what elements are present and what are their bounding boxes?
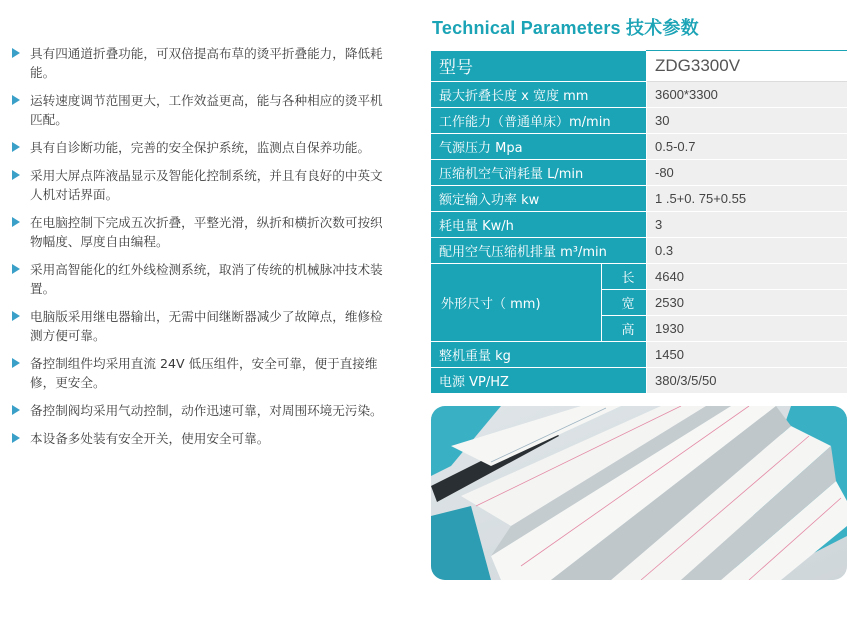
feature-item xyxy=(12,401,392,420)
feature-item xyxy=(12,354,392,392)
param-value: 0.3 xyxy=(647,238,848,264)
param-label: 耗电量 Kw/h xyxy=(431,212,647,238)
param-label: 电源 VP/HZ xyxy=(431,368,647,394)
param-label: 额定输入功率 kw xyxy=(431,186,647,212)
tech-params-title: Technical Parameters 技术参数 xyxy=(432,18,699,38)
machine-belts-illustration xyxy=(431,406,847,580)
model-label: 型号 xyxy=(431,51,647,82)
machine-belts-photo xyxy=(431,406,847,580)
triangle-bullet-icon xyxy=(12,170,20,180)
feature-text: 电脑版采用继电器输出，无需中间继断器减少了故障点，维修检测方便可靠。 xyxy=(30,309,383,343)
param-label: 整机重量 kg xyxy=(431,342,647,368)
param-label: 配用空气压缩机排量 m³/min xyxy=(431,238,647,264)
tech-params-table xyxy=(431,50,847,394)
feature-item xyxy=(12,429,392,448)
triangle-bullet-icon xyxy=(12,264,20,274)
feature-item xyxy=(12,44,392,82)
feature-text: 运转速度调节范围更大，工作效益更高，能与各种相应的烫平机匹配。 xyxy=(30,93,383,127)
table-row xyxy=(431,186,847,212)
param-value: -80 xyxy=(647,160,848,186)
triangle-bullet-icon xyxy=(12,48,20,58)
param-label: 压缩机空气消耗量 L/min xyxy=(431,160,647,186)
triangle-bullet-icon xyxy=(12,358,20,368)
triangle-bullet-icon xyxy=(12,405,20,415)
feature-item xyxy=(12,260,392,298)
feature-text: 备控制阀均采用气动控制，动作迅速可靠，对周围环境无污染。 xyxy=(30,403,383,418)
dimension-value: 2530 xyxy=(647,290,848,316)
feature-text: 具有四通道折叠功能，可双倍提高布草的烫平折叠能力，降低耗能。 xyxy=(30,46,383,80)
param-value: 1 .5+0. 75+0.55 xyxy=(647,186,848,212)
dimension-sub-label: 高 xyxy=(602,316,647,342)
table-row xyxy=(431,342,847,368)
dimension-value: 4640 xyxy=(647,264,848,290)
feature-text: 在电脑控制下完成五次折叠，平整光滑，纵折和横折次数可按织物幅度、厚度自由编程。 xyxy=(30,215,383,249)
param-value: 30 xyxy=(647,108,848,134)
dimension-value: 1930 xyxy=(647,316,848,342)
feature-item xyxy=(12,166,392,204)
table-row xyxy=(431,264,847,290)
triangle-bullet-icon xyxy=(12,217,20,227)
triangle-bullet-icon xyxy=(12,311,20,321)
feature-item xyxy=(12,91,392,129)
param-value: 3 xyxy=(647,212,848,238)
param-label: 最大折叠长度 x 宽度 mm xyxy=(431,82,647,108)
model-value: ZDG3300V xyxy=(647,51,848,82)
param-value: 3600*3300 xyxy=(647,82,848,108)
feature-text: 具有自诊断功能，完善的安全保护系统，监测点自保养功能。 xyxy=(30,140,371,155)
table-row xyxy=(431,238,847,264)
table-row xyxy=(431,160,847,186)
triangle-bullet-icon xyxy=(12,142,20,152)
param-value: 1450 xyxy=(647,342,848,368)
dimensions-label: 外形尺寸（ mm) xyxy=(431,264,602,342)
param-label: 气源压力 Mpa xyxy=(431,134,647,160)
param-value: 0.5-0.7 xyxy=(647,134,848,160)
feature-text: 本设备多处装有安全开关，使用安全可靠。 xyxy=(30,431,270,446)
feature-item xyxy=(12,213,392,251)
feature-list xyxy=(12,44,392,457)
param-label: 工作能力（普通单床）m/min xyxy=(431,108,647,134)
table-row xyxy=(431,82,847,108)
table-row xyxy=(431,51,847,82)
feature-item xyxy=(12,138,392,157)
param-value: 380/3/5/50 xyxy=(647,368,848,394)
feature-item xyxy=(12,307,392,345)
triangle-bullet-icon xyxy=(12,95,20,105)
feature-text: 备控制组件均采用直流 24V 低压组件，安全可靠，便于直接维修，更安全。 xyxy=(30,356,378,390)
table-row xyxy=(431,212,847,238)
feature-text: 采用高智能化的红外线检测系统，取消了传统的机械脉冲技术装置。 xyxy=(30,262,383,296)
table-row xyxy=(431,134,847,160)
dimension-sub-label: 宽 xyxy=(602,290,647,316)
dimension-sub-label: 长 xyxy=(602,264,647,290)
table-row xyxy=(431,368,847,394)
table-row xyxy=(431,108,847,134)
triangle-bullet-icon xyxy=(12,433,20,443)
feature-text: 采用大屏点阵液晶显示及智能化控制系统，并且有良好的中英文人机对话界面。 xyxy=(30,168,383,202)
